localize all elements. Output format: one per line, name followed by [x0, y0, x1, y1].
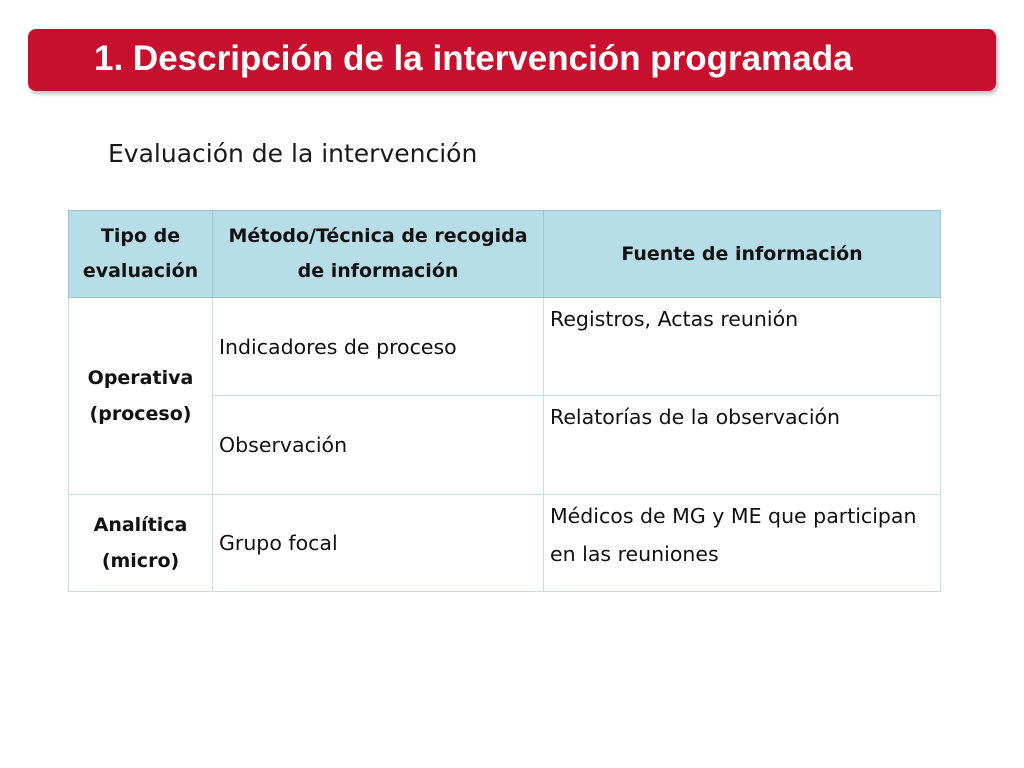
- slide-subtitle: Evaluación de la intervención: [108, 139, 478, 168]
- source-cell: Relatorías de la observación: [544, 396, 941, 495]
- title-banner: [28, 29, 996, 91]
- header-method: Método/Técnica de recogida de información: [213, 211, 544, 298]
- table-header-row: [69, 211, 941, 298]
- slide-title: 1. Descripción de la intervención programada: [94, 39, 853, 78]
- table-row: [69, 495, 941, 592]
- method-cell: Observación: [213, 396, 544, 495]
- evaluation-type-cell: Operativa (proceso): [69, 298, 213, 495]
- source-cell: Médicos de MG y ME que participan en las reuniones: [544, 495, 941, 592]
- method-cell: Indicadores de proceso: [213, 298, 544, 396]
- method-cell: Grupo focal: [213, 495, 544, 592]
- evaluation-table: [68, 210, 941, 592]
- header-evaluation-type: Tipo de evaluación: [69, 211, 213, 298]
- source-cell: Registros, Actas reunión: [544, 298, 941, 396]
- header-source: Fuente de información: [544, 211, 941, 298]
- table-row: [69, 298, 941, 396]
- evaluation-type-cell: Analítica (micro): [69, 495, 213, 592]
